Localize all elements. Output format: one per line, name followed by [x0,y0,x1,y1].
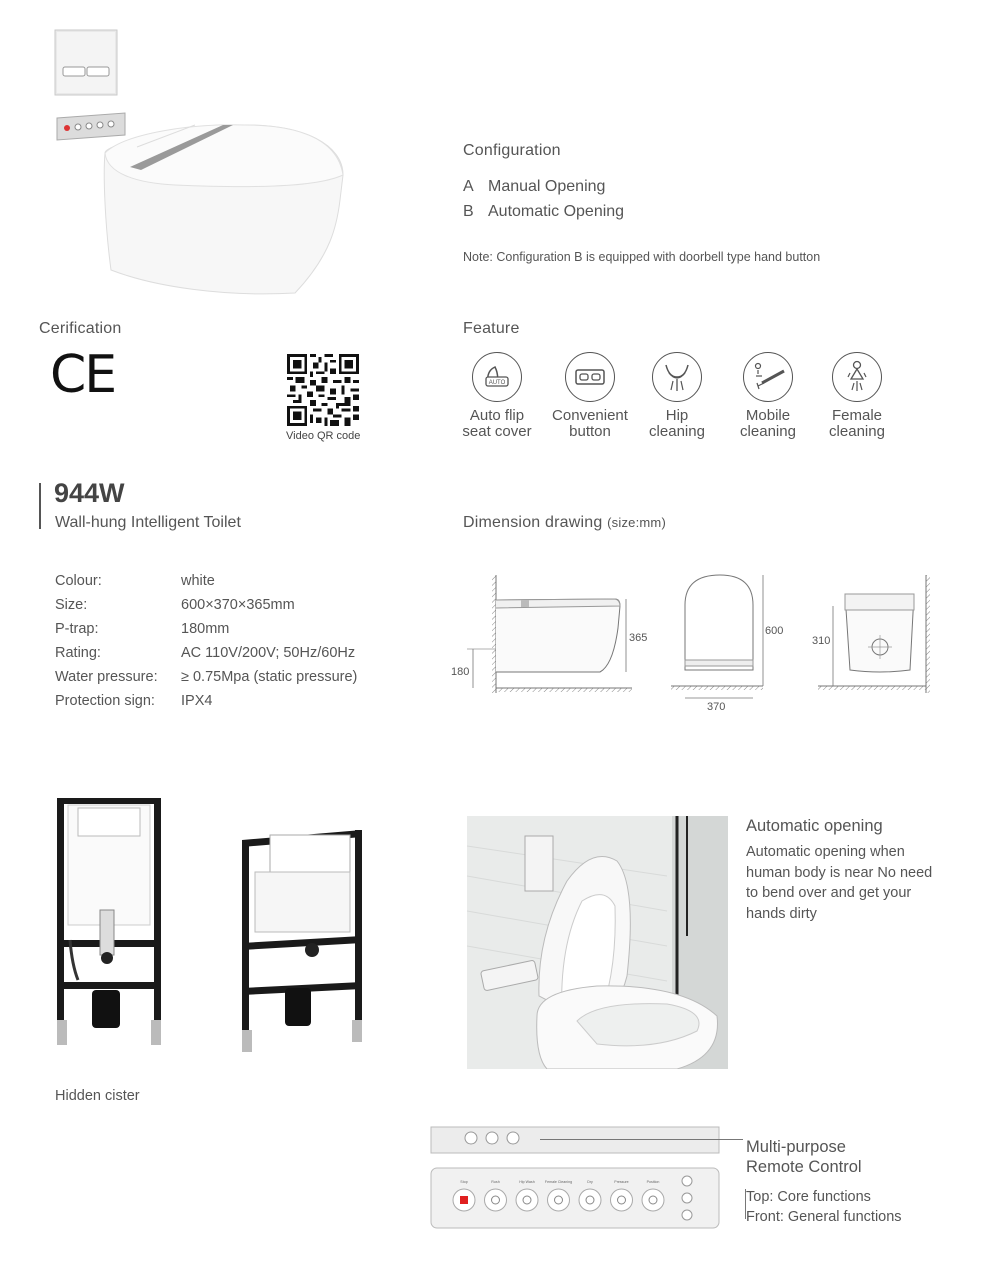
feature-label: cleaning [740,423,796,440]
spec-key: Rating: [55,645,101,661]
remote-control-image [430,1124,722,1236]
spec-row [55,669,357,685]
feature-item-hip-cleaning [629,352,725,440]
dimension-drawing [445,570,945,720]
remote-button-label: Pressure [614,1180,629,1184]
stop-icon [460,1196,468,1204]
feature-item-female-cleaning [809,352,905,440]
spec-value: AC 110V/200V; 50Hz/60Hz [181,645,356,661]
spec-value: white [181,573,215,589]
video-qr-code[interactable] [287,354,359,426]
feature-item-auto-flip [449,352,545,440]
remote-front-label: Front: General functions [746,1209,902,1225]
description-line: to bend over and get your [746,885,912,901]
product-name: Wall-hung Intelligent Toilet [55,514,241,531]
side-trap-label: 180 [451,666,470,678]
auto-opening-photo [467,816,728,1069]
configuration-note: Note: Configuration B is equipped with doorbell type hand button [463,250,821,264]
description-line: Automatic opening when [746,844,905,860]
toilet-image [104,125,343,294]
spec-value: ≥ 0.75Mpa (static pressure) [181,669,358,685]
dimension-unit: (size:mm) [607,515,666,530]
feature-item-mobile-cleaning [720,352,816,440]
feature-label: cleaning [829,423,885,440]
cistern-frame-angled [242,830,362,1052]
remote-button [485,1189,507,1211]
model-number: 944W [54,478,125,508]
cistern-frame-front [57,798,161,1045]
ce-mark: CE [50,345,116,405]
spec-row [55,573,215,589]
remote-button-label: Stop [460,1180,468,1184]
feature-label: button [569,423,611,440]
remote-side-button [682,1176,692,1186]
front-height-label: 310 [812,635,831,647]
remote-title-line2: Remote Control [746,1158,862,1176]
front-view-drawing [812,575,930,693]
spec-key: Water pressure: [55,669,158,685]
remote-button [548,1189,570,1211]
remote-button-label: Position [646,1180,660,1184]
remote-button-label: Female Cleaning [544,1180,573,1184]
side-view-drawing [451,575,647,693]
auto-opening-title: Automatic opening [746,817,883,835]
button-icon [565,352,615,402]
hidden-cistern-caption: Hidden cister [55,1088,140,1104]
remote-button [516,1189,538,1211]
spec-key: Protection sign: [55,693,155,709]
spec-key: Colour: [55,573,102,589]
feature-label: Mobile [745,407,791,424]
spec-row [55,597,295,613]
feature-label: Hip [665,407,689,424]
config-option-label: Manual Opening [488,178,606,195]
spec-row [55,693,212,709]
feature-label: Female [831,407,883,424]
config-option-letter: B [463,203,474,220]
spec-value: IPX4 [181,693,213,709]
spec-key: Size: [55,597,88,613]
remote-side-button [682,1193,692,1203]
auto-badge-text: AUTO [488,380,506,386]
feature-label: cleaning [649,423,705,440]
remote-button [579,1189,601,1211]
feature-item-convenient-button [542,352,638,440]
hip-cleaning-icon [652,352,702,402]
feature-label: Auto flip [469,407,525,424]
configuration-title: Configuration [463,142,561,159]
config-option-a [463,178,605,196]
top-length-label: 600 [765,625,784,637]
certification-title: Cerification [39,320,122,337]
hidden-cistern-image [50,790,380,1060]
spec-row [55,621,229,637]
spec-key: P-trap: [55,621,99,637]
remote-button-label: Hip Wash [519,1180,535,1184]
description-line: human body is near No need [746,864,933,881]
top-view-drawing [671,575,783,713]
side-height-label: 365 [629,632,648,644]
config-option-letter: A [463,178,474,195]
remote-title-line1: Multi-purpose [746,1138,846,1156]
female-cleaning-icon [832,352,882,402]
title-accent-bar [39,483,41,529]
qr-caption: Video QR code [286,430,361,442]
remote-top-label: Top: Core functions [746,1189,871,1205]
remote-button [642,1189,664,1211]
feature-label: seat cover [462,423,532,440]
feature-label: Convenient [552,407,628,424]
remote-button-label: Rush [491,1180,500,1184]
config-option-b [463,203,624,221]
feature-title: Feature [463,320,520,337]
mobile-cleaning-icon [743,352,793,402]
auto-opening-description [746,842,932,924]
control-strip-image [57,113,125,140]
spec-value: 180mm [181,621,230,637]
dimension-title-text: Dimension drawing [463,514,603,531]
product-hero-illustration [45,25,355,315]
auto-flip-seat-icon [472,352,522,402]
spec-row [55,645,355,661]
remote-front-view [431,1168,719,1228]
config-option-label: Automatic Opening [488,203,625,220]
remote-top-leader-line [540,1139,743,1140]
remote-side-button [682,1210,692,1220]
description-line: hands dirty [746,905,817,922]
spec-value: 600×370×365mm [181,597,295,613]
top-width-label: 370 [707,701,726,713]
remote-button-label: Dry [587,1180,593,1184]
remote-top-view [431,1127,719,1153]
remote-button [611,1189,633,1211]
flush-plate-image [55,30,117,95]
dimension-title [463,514,666,532]
